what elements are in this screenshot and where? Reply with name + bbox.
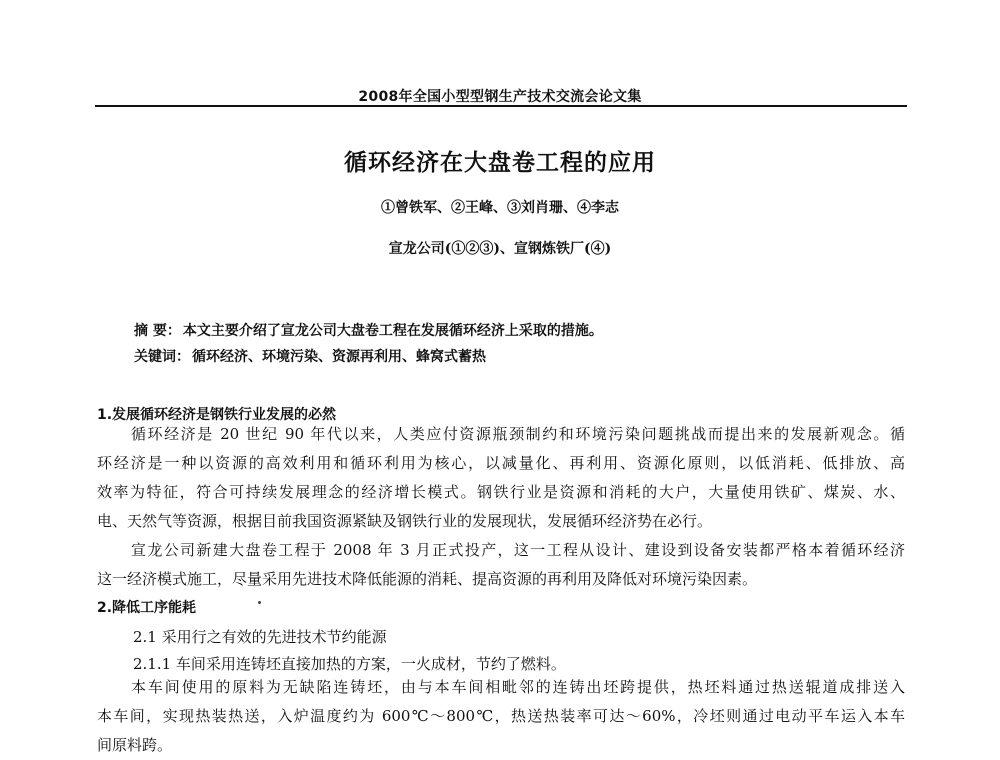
paper-title: 循环经济在大盘卷工程的应用 — [344, 149, 656, 176]
section-1-paragraph-1 — [97, 420, 905, 536]
subsection-2-1-1: 2.1.1 车间采用连铸坯直接加热的方案，一火成材，节约了燃料。 — [133, 655, 566, 673]
authors: ①曾铁军、②王峰、③刘肖珊、④李志 — [381, 200, 619, 216]
paragraph-line: 这一经济模式施工，尽量采用先进技术降低能源的消耗、提高资源的再利用及降低对环境污染因素。 — [97, 570, 758, 588]
section-1-paragraph-2 — [97, 536, 905, 594]
section-heading-1: 1.发展循环经济是钢铁行业发展的必然 — [97, 407, 337, 423]
paragraph-line: 本车间使用的原料为无缺陷连铸坯，由与本车间相毗邻的连铸出坯跨提供，热坯料通过热送辊道成排送入 — [131, 678, 905, 696]
abstract — [134, 320, 603, 340]
abstract-label: 摘 要： — [134, 323, 181, 339]
paragraph-line: 环经济是一种以资源的高效利用和循环利用为核心，以减量化、再利用、资源化原则，以低消耗、低排放、高 — [97, 454, 905, 472]
section-2-paragraph-1 — [97, 673, 905, 760]
paragraph-line: 效率为特征，符合可持续发展理念的经济增长模式。钢铁行业是资源和消耗的大户，大量使用铁矿、煤炭、水、 — [97, 483, 905, 501]
keywords-text: 循环经济、环境污染、资源再利用、蜂窝式蓄热 — [192, 349, 486, 365]
paragraph-line: 本车间，实现热装热送，入炉温度约为 600℃～800℃，热送热装率可达～60%，冷坯则通过电动平车运入本车 — [97, 707, 905, 725]
paragraph-line: 电、天然气等资源，根据目前我国资源紧缺及钢铁行业的发展现状，发展循环经济势在必行。 — [97, 512, 713, 530]
section-heading-2: 2.降低工序能耗 — [97, 600, 197, 616]
keywords — [134, 346, 486, 366]
keywords-label: 关键词： — [134, 349, 190, 365]
abstract-text: 本文主要介绍了宣龙公司大盘卷工程在发展循环经济上采取的措施。 — [182, 323, 603, 339]
subsection-2-1: 2.1 采用行之有效的先进技术节约能源 — [133, 628, 387, 646]
affiliations: 宣龙公司(①②③)、宣钢炼铁厂(④) — [388, 241, 612, 257]
paragraph-line: 间原料跨。 — [97, 736, 173, 754]
paragraph-line: 循环经济是 20 世纪 90 年代以来，人类应付资源瓶颈制约和环境污染问题挑战而提出来的发展新观念。循 — [131, 425, 905, 443]
scan-speck — [258, 601, 261, 604]
header-rule — [95, 105, 907, 107]
running-header: 2008年全国小型型钢生产技术交流会论文集 — [358, 89, 642, 105]
paragraph-line: 宣龙公司新建大盘卷工程于 2008 年 3 月正式投产，这一工程从设计、建设到设备安装都严格本着循环经济 — [131, 541, 905, 559]
